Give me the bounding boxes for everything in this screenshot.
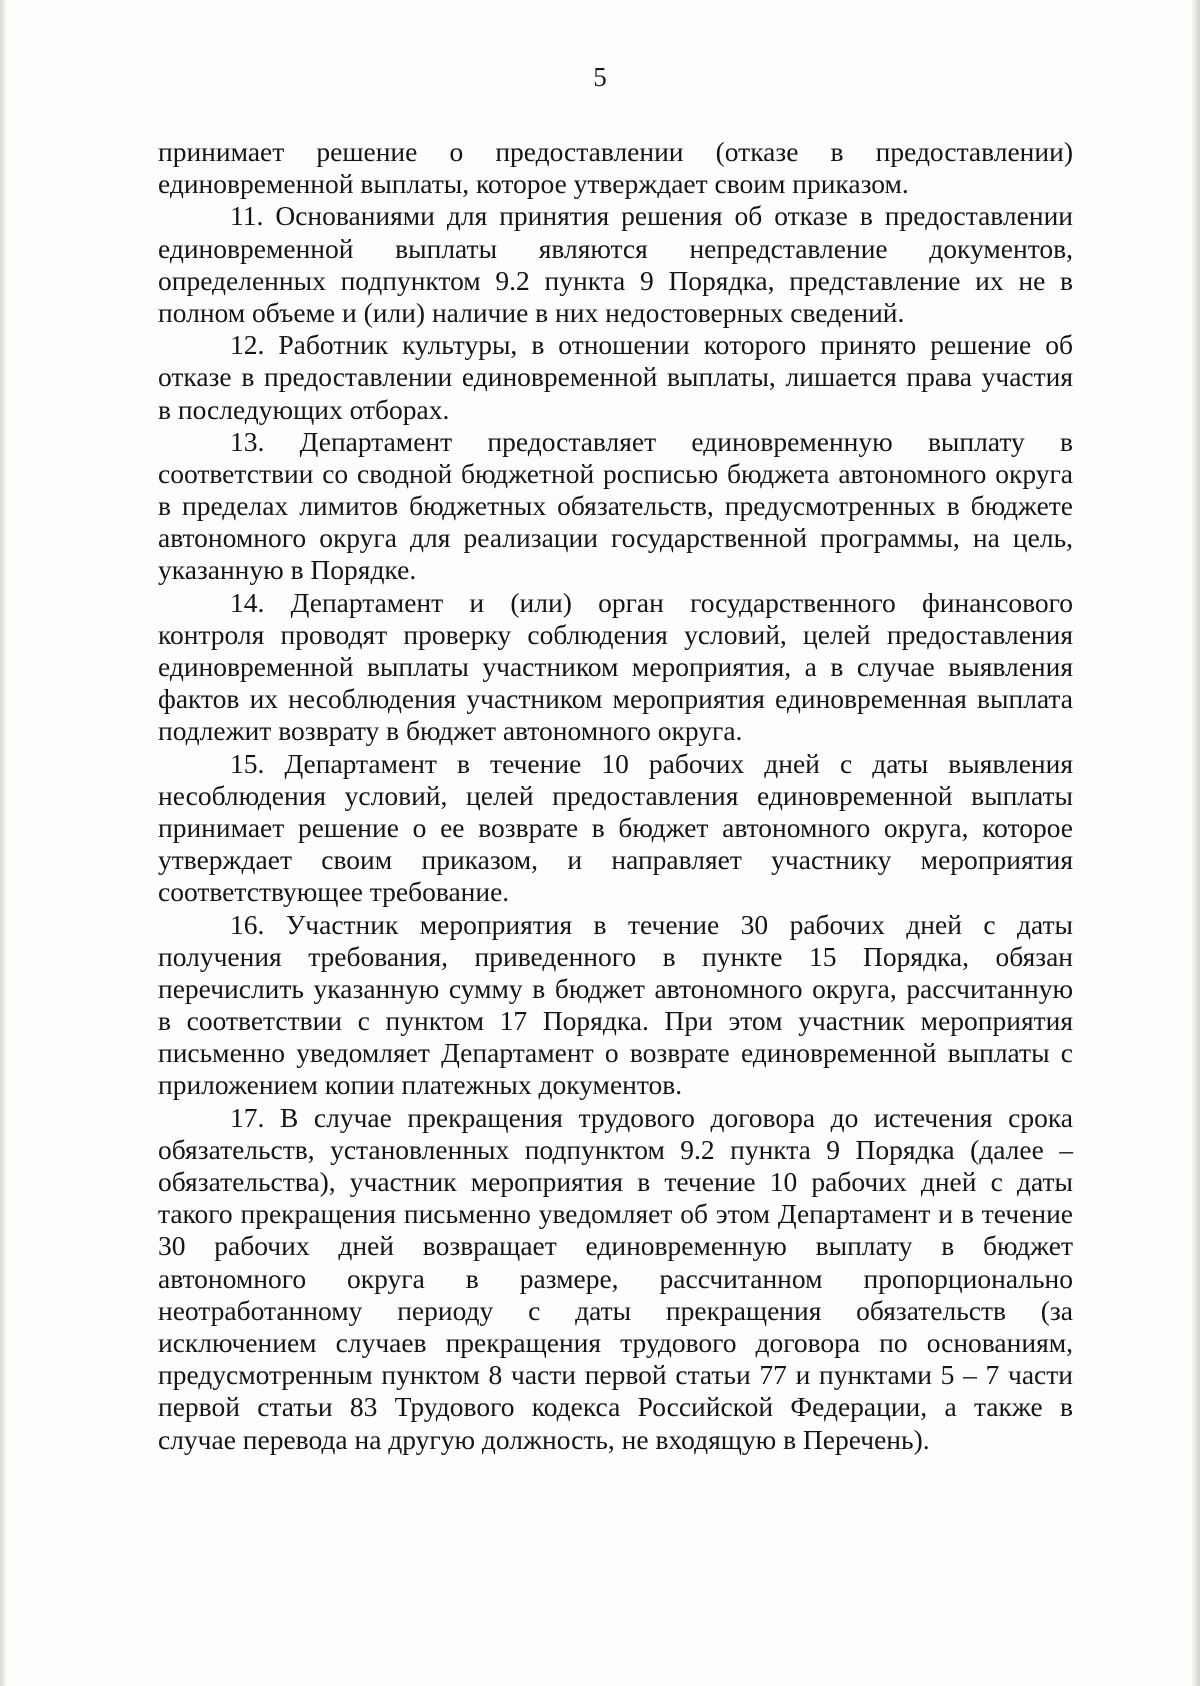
text-line: 12. Работник культуры, в отношении которого принято решение об — [230, 329, 1073, 361]
text-line: указанную в Порядке. — [158, 554, 417, 586]
text-line: соответствии со сводной бюджетной росписью бюджета автономного округа — [158, 457, 1073, 489]
text-line: в соответствии с пунктом 17 Порядка. При этом участник мероприятия — [158, 1005, 1073, 1037]
text-line: 13. Департамент предоставляет единовременную выплату в — [230, 425, 1073, 457]
paragraph-p-17 — [158, 1102, 1073, 1456]
text-line: отказе в предоставлении единовременной выплаты, лишается права участия — [158, 361, 1073, 393]
text-line: автономного округа для реализации государственной программы, на цель, — [158, 522, 1073, 554]
paragraph-p-14 — [158, 587, 1073, 748]
text-line: подлежит возврату в бюджет автономного округа. — [158, 715, 743, 747]
text-line: определенных подпунктом 9.2 пункта 9 Порядка, представление их не в — [158, 264, 1073, 296]
text-line: случае перевода на другую должность, не входящую в Перечень). — [158, 1423, 930, 1455]
text-line: 11. Основаниями для принятия решения об отказе в предоставлении — [230, 200, 1073, 232]
text-line: контроля проводят проверку соблюдения условий, целей предоставления — [158, 618, 1073, 650]
text-line: исключением случаев прекращения трудового договора по основаниям, — [158, 1326, 1073, 1358]
text-line: 15. Департамент в течение 10 рабочих дней с даты выявления — [230, 747, 1073, 779]
text-line: 30 рабочих дней возвращает единовременную выплату в бюджет — [158, 1230, 1073, 1262]
scan-edge-right — [1192, 0, 1200, 1686]
text-line: предусмотренным пунктом 8 части первой статьи 77 и пунктами 5 – 7 части — [158, 1359, 1073, 1391]
document-body — [158, 136, 1073, 1456]
scan-edge-left — [0, 0, 6, 1686]
paragraph-p-10-cont — [158, 136, 1073, 200]
text-line: такого прекращения письменно уведомляет об этом Департамент и в течение — [158, 1198, 1073, 1230]
paragraph-p-12 — [158, 329, 1073, 426]
text-line: 14. Департамент и (или) орган государственного финансового — [230, 586, 1073, 618]
text-line: перечислить указанную сумму в бюджет автономного округа, рассчитанную — [158, 972, 1073, 1004]
text-line: единовременной выплаты являются непредставление документов, — [158, 232, 1073, 264]
page-number: 5 — [593, 62, 607, 92]
text-line: 16. Участник мероприятия в течение 30 рабочих дней с даты — [230, 908, 1073, 940]
text-line: в пределах лимитов бюджетных обязательств, предусмотренных в бюджете — [158, 490, 1073, 522]
text-line: 17. В случае прекращения трудового договора до истечения срока — [230, 1101, 1073, 1133]
text-line: обязательств, установленных подпунктом 9.2 пункта 9 Порядка (далее – — [158, 1133, 1073, 1165]
text-line: соответствующее требование. — [158, 876, 510, 908]
text-line: принимает решение о ее возврате в бюджет автономного округа, которое — [158, 811, 1073, 843]
text-line: получения требования, приведенного в пункте 15 Порядка, обязан — [158, 940, 1073, 972]
paragraph-p-13 — [158, 426, 1073, 587]
paragraph-p-15 — [158, 748, 1073, 909]
paragraph-p-16 — [158, 909, 1073, 1102]
text-line: неотработанному периоду с даты прекращения обязательств (за — [158, 1294, 1073, 1326]
text-line: единовременной выплаты участником мероприятия, а в случае выявления — [158, 651, 1073, 682]
text-line: полном объеме и (или) наличие в них недостоверных сведений. — [158, 296, 905, 328]
text-line: единовременной выплаты, которое утверждает своим приказом. — [158, 168, 909, 200]
text-line: обязательства), участник мероприятия в течение 10 рабочих дней с даты — [158, 1166, 1073, 1197]
text-line: письменно уведомляет Департамент о возврате единовременной выплаты с — [158, 1037, 1073, 1069]
text-line: утверждает своим приказом, и направляет участнику мероприятия — [158, 844, 1073, 876]
text-line: приложением копии платежных документов. — [158, 1069, 683, 1101]
paragraph-p-11 — [158, 200, 1073, 329]
text-line: фактов их несоблюдения участником мероприятия единовременная выплата — [158, 683, 1073, 715]
text-line: автономного округа в размере, рассчитанном пропорционально — [158, 1262, 1073, 1294]
text-line: первой статьи 83 Трудового кодекса Российской Федерации, а также в — [158, 1391, 1073, 1423]
text-line: в последующих отборах. — [158, 393, 450, 425]
text-line: несоблюдения условий, целей предоставления единовременной выплаты — [158, 779, 1073, 811]
text-line: принимает решение о предоставлении (отказе в предоставлении) — [158, 136, 1073, 167]
